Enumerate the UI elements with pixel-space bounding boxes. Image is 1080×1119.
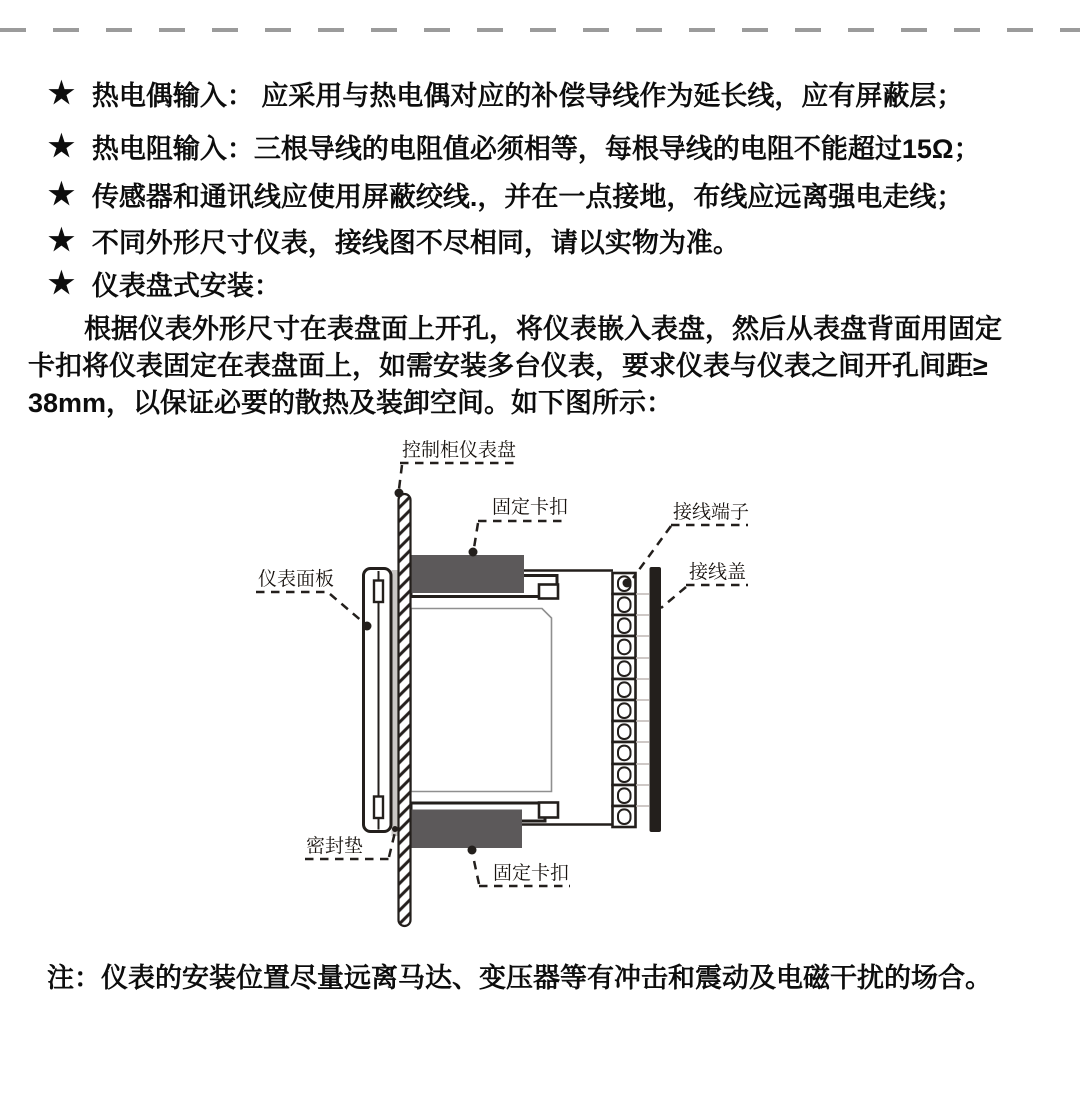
- callout-label: 接线盖: [689, 562, 747, 583]
- callout-dot: [623, 579, 632, 588]
- bezel-slot: [374, 797, 383, 819]
- case-top-tab: [539, 585, 558, 599]
- callout-label: 仪表面板: [258, 569, 335, 590]
- callout-dot: [468, 846, 477, 855]
- case-bottom-tab: [539, 803, 558, 818]
- fixing-clip-top: [406, 555, 524, 593]
- callout-front-panel: [256, 568, 372, 631]
- callout-label: 控制柜仪表盘: [402, 440, 517, 461]
- callout-fixing-clip-top: [469, 496, 569, 557]
- star-bullet-icon: ★: [48, 266, 75, 300]
- callout-label: 接线端子: [673, 502, 750, 523]
- callout-dot: [395, 489, 404, 498]
- bullet-text: 热电阻输入：三根导线的电阻值必须相等，每根导线的电阻不能超过15Ω；: [91, 134, 981, 164]
- instrument-front-panel: [364, 569, 392, 832]
- callout-dot: [363, 622, 372, 631]
- paragraph-line: 根据仪表外形尺寸在表盘面上开孔，将仪表嵌入表盘，然后从表盘背面用固定: [84, 314, 1002, 344]
- callout-dot: [469, 548, 478, 557]
- terminal-block: [613, 567, 662, 832]
- fixing-clip-bottom: [402, 810, 522, 849]
- cabinet-panel-bar: [399, 494, 411, 926]
- paragraph-line: 卡扣将仪表固定在表盘面上，如需安装多台仪表，要求仪表与仪表之间开孔间距≥: [28, 351, 988, 381]
- callout-dot: [392, 826, 398, 832]
- callout-label: 密封垫: [306, 836, 364, 857]
- paragraph-line: 38mm，以保证必要的散热及装卸空间。如下图所示：: [28, 388, 674, 418]
- callout-fixing-clip-bottom: [468, 846, 571, 887]
- star-bullet-icon: ★: [48, 76, 75, 110]
- callout-cover: [661, 561, 748, 608]
- terminal-cover-bar: [650, 567, 662, 832]
- star-bullet-icon: ★: [48, 177, 75, 211]
- callout-label: 固定卡扣: [493, 863, 570, 884]
- instrument-case: [411, 571, 613, 825]
- callout-cabinet-panel: [395, 439, 517, 498]
- star-bullet-icon: ★: [48, 129, 75, 163]
- bullet-text: 仪表盘式安装：: [91, 271, 281, 301]
- bullet-text: 传感器和通讯线应使用屏蔽绞线.，并在一点接地，布线应远离强电走线；: [91, 182, 964, 212]
- case-body: [411, 609, 552, 792]
- bezel-slot: [374, 581, 383, 603]
- star-bullet-icon: ★: [48, 223, 75, 257]
- note-text: 注：仪表的安装位置尽量远离马达、变压器等有冲击和震动及电磁干扰的场合。: [47, 963, 992, 993]
- bullet-text: 不同外形尺寸仪表，接线图不尽相同，请以实物为准。: [91, 228, 740, 258]
- bullet-text: 热电偶输入： 应采用与热电偶对应的补偿导线作为延长线，应有屏蔽层；: [91, 81, 964, 111]
- callout-label: 固定卡扣: [492, 497, 569, 518]
